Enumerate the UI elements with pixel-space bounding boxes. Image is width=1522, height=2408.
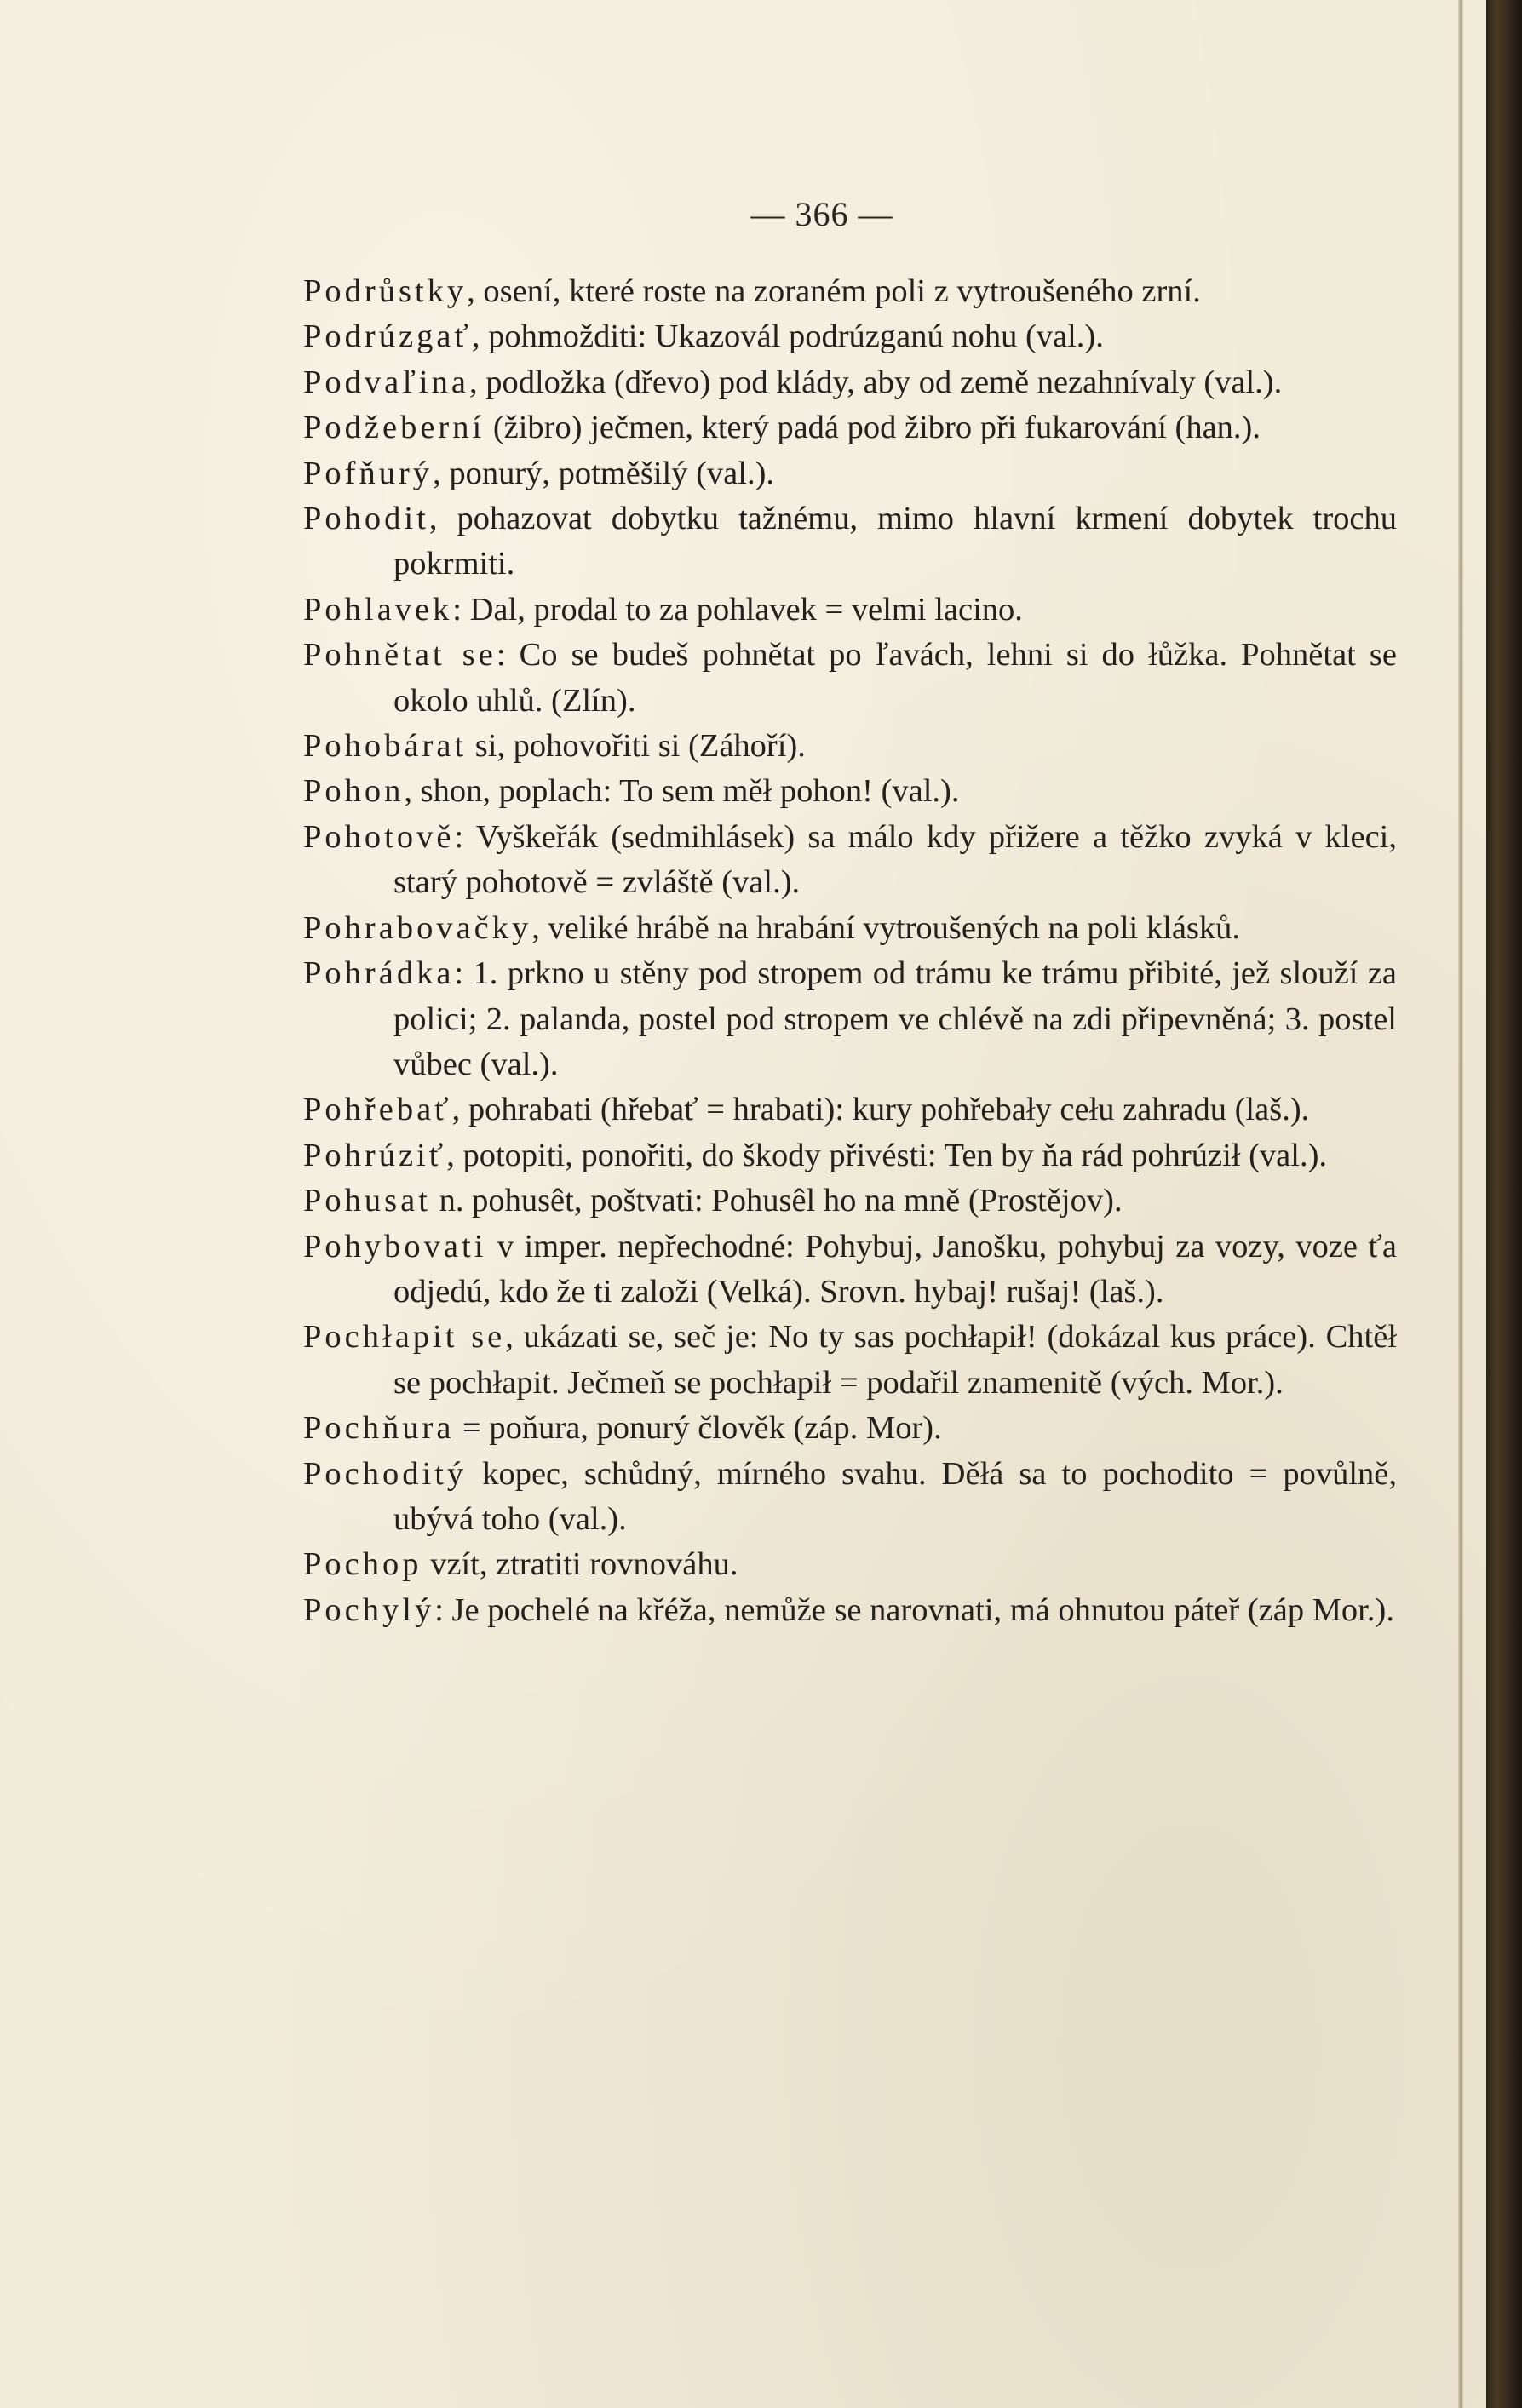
entry-definition: , podložka (dřevo) pod klády, aby od země nezahnívaly (val.). <box>468 364 1283 400</box>
entry <box>303 1588 1397 1633</box>
entry-headword: Pohusat <box>303 1183 431 1219</box>
entry-definition: vzít, ztratiti rovnováhu. <box>422 1546 738 1583</box>
entry-headword: Podžeberní <box>303 410 485 446</box>
entry <box>303 405 1397 450</box>
entry-headword: Pochňura <box>303 1410 455 1447</box>
entry <box>303 1133 1397 1178</box>
entry <box>303 724 1397 769</box>
entry <box>303 769 1397 814</box>
entry-headword: Pohnětat se <box>303 637 497 674</box>
entry-definition: , ukázati se, seč je: No ty sas pochłapił! (dokázal kus práce). Chtěł se pochłapit. Ječmeň se pochłapił = podařil znamenitě (vých. Mor.). <box>393 1319 1398 1401</box>
entry-headword: Pohrádka <box>303 955 455 992</box>
entry <box>303 314 1397 359</box>
entry-definition: : Je pochelé na křéža, nemůže se narovnati, má ohnutou páteř (záp Mor.). <box>434 1591 1394 1628</box>
entry-definition: , pohazovat dobytku tažnému, mimo hlavní krmení dobytek trochu pokrmiti. <box>393 501 1397 582</box>
entry-headword: Pohřebať <box>303 1092 452 1128</box>
dictionary-entries <box>303 269 1397 1633</box>
entry <box>303 1542 1397 1587</box>
entry <box>303 360 1397 405</box>
entry <box>303 906 1397 951</box>
entry-headword: Pohotově <box>303 818 455 855</box>
entry-headword: Pofňurý <box>303 455 434 491</box>
entry-headword: Podrůstky <box>303 273 468 309</box>
entry <box>303 1178 1397 1224</box>
entry-definition: (žibro) ječmen, který padá pod žibro při fukarování (han.). <box>485 410 1261 446</box>
entry-definition: v imper. nepřechodné: Pohybuj, Janošku, pohybuj za vozy, voze ťa odjedú, kdo že ti založi (Velká). Srovn. hybaj! rušaj! (laš.). <box>393 1228 1397 1310</box>
entry <box>303 815 1397 906</box>
entry-headword: Pohybovati <box>303 1228 487 1264</box>
entry-definition: : 1. prkno u stěny pod stropem od trámu ke trámu přibité, jež slouží za polici; 2. palanda, postel pod stropem ve chlévě na zdi připevněná; 3. postel vůbec (val.). <box>393 955 1397 1082</box>
entry <box>303 588 1397 633</box>
entry <box>303 633 1397 724</box>
entry-headword: Pohlavek <box>303 591 453 628</box>
entry-headword: Pochoditý <box>303 1455 468 1492</box>
page-number: — 366 — <box>750 195 893 233</box>
entry-headword: Pochylý <box>303 1591 435 1628</box>
entry-headword: Pohon <box>303 773 405 810</box>
entry <box>303 496 1397 588</box>
entry-definition: : Dal, prodal to za pohlavek = velmi lacino. <box>452 591 1023 628</box>
entry <box>303 951 1397 1087</box>
entry-headword: Pohobárat <box>303 728 468 765</box>
entry <box>303 1406 1397 1451</box>
entry-definition: , pohmožditi: Ukazovál podrúzganú nohu (val.). <box>471 318 1104 355</box>
entry <box>303 1315 1397 1406</box>
entry <box>303 269 1397 314</box>
entry-definition: = poňura, ponurý člověk (záp. Mor). <box>454 1410 942 1447</box>
entry <box>303 451 1397 496</box>
entry-headword: Podrúzgať <box>303 318 472 355</box>
entry-headword: Pohrúziť <box>303 1137 447 1173</box>
entry-definition: , ponurý, potměšilý (val.). <box>433 455 775 491</box>
entry-definition: , osení, které roste na zoraném poli z vytroušeného zrní. <box>467 273 1201 309</box>
entry-headword: Pochłapit se <box>303 1319 506 1356</box>
entry-headword: Pochop <box>303 1546 422 1583</box>
entry <box>303 1087 1397 1132</box>
book-binding-edge <box>1486 0 1522 2408</box>
entry-definition: si, pohovořiti si (Záhoří). <box>467 728 806 765</box>
entry-definition: , shon, poplach: To sem měł pohon! (val.). <box>404 773 960 810</box>
entry-definition: , pohrabati (hřebať = hrabati): kury pohřebały cełu zahradu (laš.). <box>451 1092 1310 1128</box>
entry-definition: : Vyškeřák (sedmihlásek) sa málo kdy přižere a těžko zvyká v kleci, starý pohotově = zvláště (val.). <box>393 818 1397 901</box>
entry-headword: Pohodit <box>303 501 429 537</box>
entry-headword: Podvaľina <box>303 364 469 400</box>
entry-definition: , potopiti, ponořiti, do škody přivésti: Ten by ňa rád pohrúził (val.). <box>446 1137 1328 1173</box>
entry-definition: , veliké hrábě na hrabání vytroušených na poli klásků. <box>531 909 1241 946</box>
entry-definition: kopec, schůdný, mírného svahu. Děłá sa to pochodito = povůlně, ubývá toho (val.). <box>393 1455 1397 1537</box>
entry-headword: Pohrabovačky <box>303 909 532 946</box>
entry <box>303 1224 1397 1316</box>
entry <box>303 1452 1397 1543</box>
page-crease <box>1458 0 1463 2408</box>
entry-definition: n. pohusêt, poštvati: Pohusêl ho na mně (Prostějov). <box>430 1183 1123 1219</box>
entry-definition: : Co se budeš pohnětat po ľavách, lehni si do łůžka. Pohnětat se okolo uhlů. (Zlín). <box>393 637 1397 719</box>
